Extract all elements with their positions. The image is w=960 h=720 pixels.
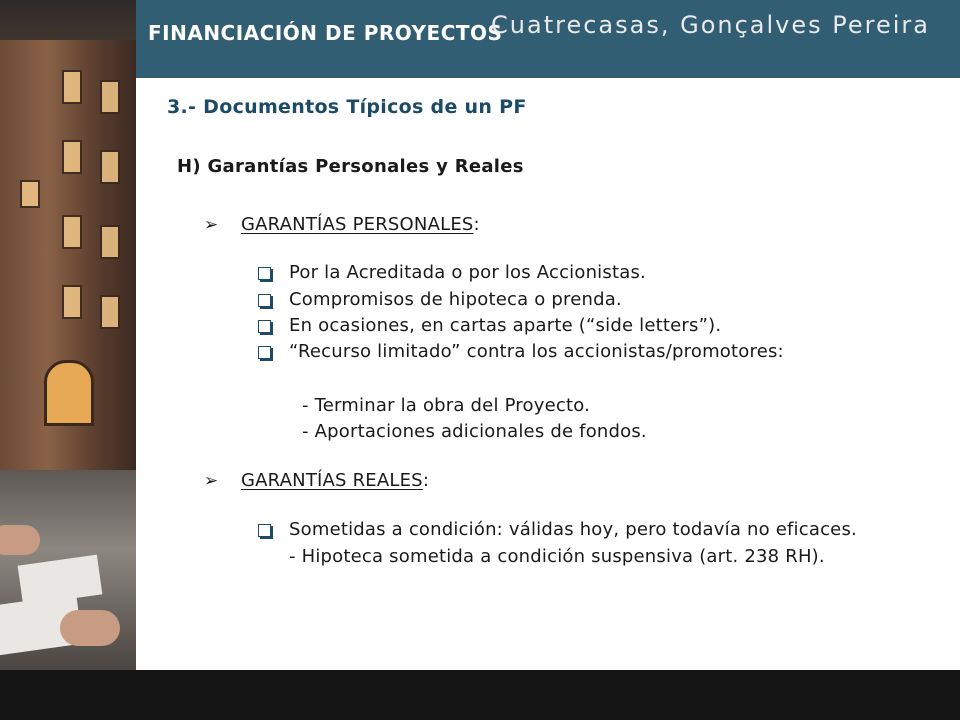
checkbox-bullet-icon xyxy=(258,346,271,359)
list-item: Sometidas a condición: válidas hoy, pero todavía no eficaces. xyxy=(289,519,857,540)
checkbox-bullet-icon xyxy=(258,267,271,280)
reales-heading: GARANTÍAS REALES: xyxy=(241,470,430,491)
list-item: En ocasiones, en cartas aparte (“side letters”). xyxy=(289,315,722,336)
personales-heading: GARANTÍAS PERSONALES: xyxy=(241,214,480,235)
subsection-title: H) Garantías Personales y Reales xyxy=(177,156,524,177)
arrow-bullet-icon: ➢ xyxy=(204,215,219,235)
list-item: Por la Acreditada o por los Accionistas. xyxy=(289,262,646,283)
arrow-bullet-icon: ➢ xyxy=(204,471,219,491)
sub-item: - Aportaciones adicionales de fondos. xyxy=(302,421,647,442)
checkbox-bullet-icon xyxy=(258,320,271,333)
page-title: FINANCIACIÓN DE PROYECTOS xyxy=(148,21,503,45)
sub-item: - Hipoteca sometida a condición suspensiva (art. 238 RH). xyxy=(289,546,825,567)
checkbox-bullet-icon xyxy=(258,524,271,537)
footer-band xyxy=(0,670,960,720)
building-photo xyxy=(0,0,136,670)
list-item: “Recurso limitado” contra los accionistas/promotores: xyxy=(289,341,784,362)
section-title: 3.- Documentos Típicos de un PF xyxy=(167,96,527,118)
brand-logo: Cuatrecasas, Gonçalves Pereira xyxy=(491,11,930,39)
checkbox-bullet-icon xyxy=(258,294,271,307)
sub-item: - Terminar la obra del Proyecto. xyxy=(302,395,591,416)
list-item: Compromisos de hipoteca o prenda. xyxy=(289,289,622,310)
